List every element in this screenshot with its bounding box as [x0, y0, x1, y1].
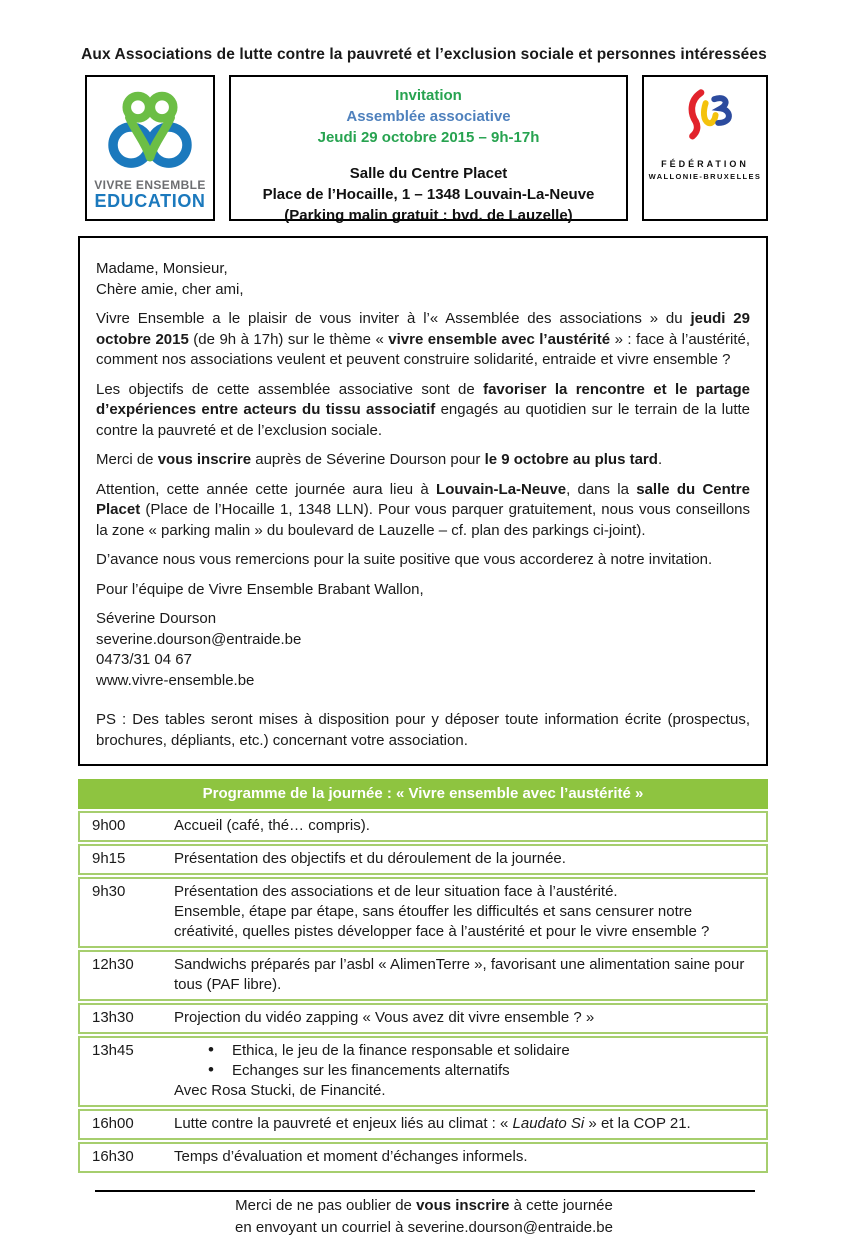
- letter-paragraph: Merci de vous inscrire auprès de Séverine Dourson pour le 9 octobre au plus tard.: [96, 451, 663, 468]
- document-page: [0, 46, 848, 1246]
- program-description: [174, 1041, 766, 1101]
- program-time: 12h30: [92, 956, 134, 973]
- footer-reminder-line: Merci de ne pas oublier de vous inscrire à cette journée: [235, 1197, 613, 1214]
- logo-text-vivre-ensemble: VIVRE ENSEMBLE: [94, 177, 206, 192]
- invitation-subtitle: Assemblée associative: [346, 108, 511, 125]
- logo-text-federation: FÉDÉRATION: [661, 159, 749, 169]
- letter-paragraph: D’avance nous vous remercions pour la suite positive que vous accorderez à notre invitation.: [96, 551, 713, 568]
- footer-email-line: en envoyant un courriel à severine.dourson@entraide.be: [235, 1219, 613, 1236]
- invitation-title: Invitation: [395, 87, 462, 104]
- federation-wallonie-bruxelles-icon: [672, 82, 738, 156]
- program-row: [78, 1142, 768, 1173]
- salutation-line-2: Chère amie, cher ami,: [96, 280, 244, 298]
- program-time: 16h00: [92, 1115, 134, 1132]
- program-text-line: Sandwichs préparés par l’asbl « AlimenTerre », favorisant une alimentation saine pour tous (PAF libre).: [174, 956, 745, 993]
- program-text-line: Lutte contre la pauvreté et enjeux liés au climat : « Laudato Si » et la COP 21.: [174, 1115, 691, 1132]
- letter-body-box: [78, 236, 768, 766]
- venue-address: Place de l’Hocaille, 1 – 1348 Louvain-La-Neuve: [262, 186, 595, 203]
- program-bullet-item: • Echanges sur les financements alternatifs: [174, 1061, 752, 1081]
- signature-name: Séverine Dourson: [96, 610, 217, 627]
- program-description: [174, 849, 766, 869]
- program-table: [78, 811, 768, 1173]
- signature-block: [96, 609, 750, 691]
- signoff-line: Pour l’équipe de Vivre Ensemble Brabant Wallon,: [96, 580, 424, 598]
- program-description: [174, 816, 766, 836]
- program-time: 9h15: [92, 850, 126, 867]
- signature-phone: 0473/31 04 67: [96, 651, 192, 668]
- program-description: [174, 1008, 766, 1028]
- logo-text-wallonie-bruxelles: WALLONIE-BRUXELLES: [648, 172, 762, 181]
- signature-website: www.vivre-ensemble.be: [96, 671, 255, 689]
- program-time: 9h00: [92, 817, 126, 834]
- invitation-date: Jeudi 29 octobre 2015 – 9h-17h: [317, 129, 540, 146]
- program-description: [174, 1114, 766, 1134]
- vivre-ensemble-logo-box: [85, 75, 215, 221]
- program-text-line: Avec Rosa Stucki, de Financité.: [174, 1082, 386, 1099]
- invitation-box: [229, 75, 628, 224]
- ps-note: PS : Des tables seront mises à disposition pour y déposer toute information écrite (prospectus, brochures, dépliants, etc.) concernant votre association.: [96, 711, 750, 749]
- program-row: [78, 811, 768, 842]
- program-time: 16h30: [92, 1148, 134, 1165]
- program-row: [78, 1003, 768, 1034]
- letter-paragraph: Attention, cette année cette journée aura lieu à Louvain-La-Neuve, dans la salle du Centre Placet (Place de l’Hocaille 1, 1348 LLN). Pour vous parquer gratuitement, nous vous conseillons la zone « parking malin » du boulevard de Lauzelle – cf. plan des parkings ci-joint).: [96, 480, 750, 539]
- venue-parking: (Parking malin gratuit : bvd. de Lauzelle): [284, 207, 573, 224]
- program-row: [78, 950, 768, 1001]
- program-description: [174, 955, 766, 995]
- program-description: [174, 882, 766, 942]
- logo-text-education: EDUCATION: [94, 190, 206, 211]
- program-text-line: Présentation des objectifs et du déroulement de la journée.: [174, 850, 566, 867]
- program-row: [78, 844, 768, 875]
- program-time: 13h30: [92, 1009, 134, 1026]
- federation-wallonie-bruxelles-logo-box: [642, 75, 768, 221]
- recipient-header: Aux Associations de lutte contre la pauvreté et l’exclusion sociale et personnes intéressées: [81, 46, 767, 63]
- vivre-ensemble-heart-infinity-icon: [107, 89, 193, 177]
- program-row: [78, 877, 768, 948]
- venue-name: Salle du Centre Placet: [349, 165, 508, 182]
- program-row: [78, 1036, 768, 1107]
- letter-paragraph: Vivre Ensemble a le plaisir de vous inviter à l’« Assemblée des associations » du jeudi 29 octobre 2015 (de 9h à 17h) sur le thème « vivre ensemble avec l’austérité » : face à l’austérité, comment nos associations veulent et peuvent construire solidarité, entraide et vivre ensemble ?: [96, 310, 751, 368]
- program-text-line: Présentation des associations et de leur situation face à l’austérité.: [174, 883, 618, 900]
- header-row: [85, 75, 768, 224]
- letter-paragraph: Les objectifs de cette assemblée associative sont de favoriser la rencontre et le partage d’expériences entre acteurs du tissu associatif engagés au quotidien sur le terrain de la lutte contre la pauvreté et de l’exclusion sociale.: [96, 380, 750, 439]
- program-text-line: Temps d’évaluation et moment d’échanges informels.: [174, 1148, 528, 1165]
- signature-email: severine.dourson@entraide.be: [96, 630, 302, 648]
- program-text-line: Ensemble, étape par étape, sans étouffer les difficultés et sans censurer notre créativité, quelles pistes développer face à l’austérité et pour le vivre ensemble ?: [174, 903, 710, 940]
- program-text-line: Projection du vidéo zapping « Vous avez dit vivre ensemble ? »: [174, 1009, 595, 1026]
- program-bullet-item: • Ethica, le jeu de la finance responsable et solidaire: [174, 1041, 752, 1061]
- program-time: 13h45: [92, 1042, 134, 1059]
- program-description: [174, 1147, 766, 1167]
- salutation-line-1: Madame, Monsieur,: [96, 260, 228, 277]
- program-row: [78, 1109, 768, 1140]
- program-title-banner: Programme de la journée : « Vivre ensemble avec l’austérité »: [78, 779, 768, 809]
- footer-divider: [95, 1190, 755, 1192]
- program-text-line: Accueil (café, thé… compris).: [174, 817, 370, 834]
- program-time: 9h30: [92, 883, 126, 900]
